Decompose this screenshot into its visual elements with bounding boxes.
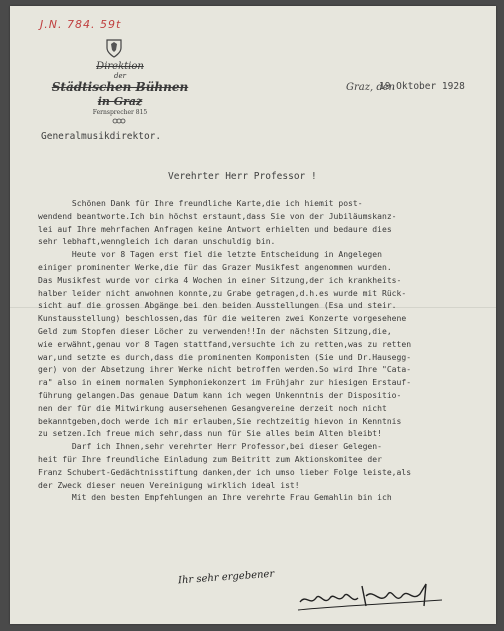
- body-line: wendend beantworte.Ich bin höchst erstaunt,dass Sie von der Jubiläumskanz-: [38, 211, 397, 221]
- letter-date: 19.Oktober 1928: [379, 81, 465, 92]
- letter-page: [10, 6, 496, 624]
- place-label: Graz, den: [346, 82, 396, 93]
- body-line: einiger prominenter Werke,die für das Grazer Musikfest angenommen wurden.: [38, 262, 392, 272]
- body-line: Schönen Dank für Ihre freundliche Karte,die ich hiemit post-: [38, 199, 363, 208]
- body-line: Darf ich Ihnen,sehr verehrter Herr Professor,bei dieser Gelegen-: [38, 442, 382, 452]
- letterhead-phone: Fernsprecher 815: [92, 109, 148, 116]
- letterhead-in-graz: in Graz: [97, 95, 143, 108]
- handwritten-signature-icon: [296, 576, 446, 614]
- body-line: Kunstausstellung) beschlossen,das für die weiteren zwei Konzerte vorgesehene: [38, 314, 407, 324]
- city-crest-icon: [105, 38, 123, 58]
- body-line: Heute vor 8 Tagen erst fiel die letzte Entscheidung in Angelegen: [38, 250, 382, 260]
- archive-annotation: J.N. 784. 59t: [40, 18, 122, 31]
- letterhead-der: der: [114, 72, 126, 80]
- body-line: wie erwähnt,genau vor 8 Tagen stattfand,versuchte ich zu retten,was zu retten: [38, 339, 412, 349]
- closing-handwritten: Ihr sehr ergebener: [177, 568, 275, 587]
- body-line: lei auf Ihre mehrfachen Anfragen keine Antwort erhielten und bedaure dies: [38, 224, 392, 234]
- body-line: nen der für die Mitwirkung ausersehenen Gesangvereine derzeit noch nicht: [38, 403, 387, 413]
- letterhead-direction: Direktion: [96, 61, 144, 72]
- body-line: zu setzen.Ich freue mich sehr,dass nun für Sie alles beim Alten bleibt!: [38, 429, 382, 439]
- body-line: der Zweck dieser neuen Vereinigung wirklich ideal ist!: [38, 480, 300, 490]
- body-line: ger) von der Absetzung ihrer Werke nicht betroffen werden.So wird Ihre "Cata-: [38, 365, 412, 375]
- body-line: sicht auf die grossen Abgänge bei den beiden Ausstellungen (Esa und steir.: [38, 301, 397, 311]
- body-line: halber leider nicht anwohnen konnte,zu Grabe getragen,d.h.es wurde mit Rück-: [38, 288, 407, 298]
- body-line: Das Musikfest wurde vor cirka 4 Wochen in einer Sitzung,der ich krankheits-: [38, 275, 402, 285]
- letterhead-staedtischen-buehnen: Städtischen Bühnen: [51, 80, 189, 94]
- body-line: Franz Schubert-Gedächtnisstiftung danken,der ich umso lieber Folge leiste,als: [38, 467, 412, 477]
- ornament-icon: [112, 118, 126, 124]
- body-line: Geld zum Stopfen dieser Löcher zu verwenden!!In der nächsten Sitzung,die,: [38, 326, 392, 336]
- department: Generalmusikdirektor.: [41, 131, 162, 142]
- body-line: heit für Ihre freundliche Einladung zum Beitritt zum Aktionskomitee der: [38, 454, 382, 464]
- body-line: bekanntgeben,doch werde ich mir erlauben,Sie rechtzeitig hievon in Kenntnis: [38, 416, 402, 426]
- body-line: führung gelangen.Das genaue Datum kann ich wegen Unkenntnis der Dispositio-: [38, 390, 402, 400]
- body-line: sehr lebhaft,wenngleich ich daran unschuldig bin.: [38, 237, 276, 247]
- body-line: ra" also in einem normalen Symphoniekonzert im Frühjahr zur hiesigen Erstauf-: [38, 378, 412, 388]
- body-line: Mit den besten Empfehlungen an Ihre verehrte Frau Gemahlin bin ich: [38, 493, 392, 503]
- letter-body: [38, 198, 494, 505]
- salutation: Verehrter Herr Professor !: [168, 171, 317, 182]
- body-line: war,und setzte es durch,dass die prominenten Komponisten (Sie und Dr.Hausegg-: [38, 352, 412, 362]
